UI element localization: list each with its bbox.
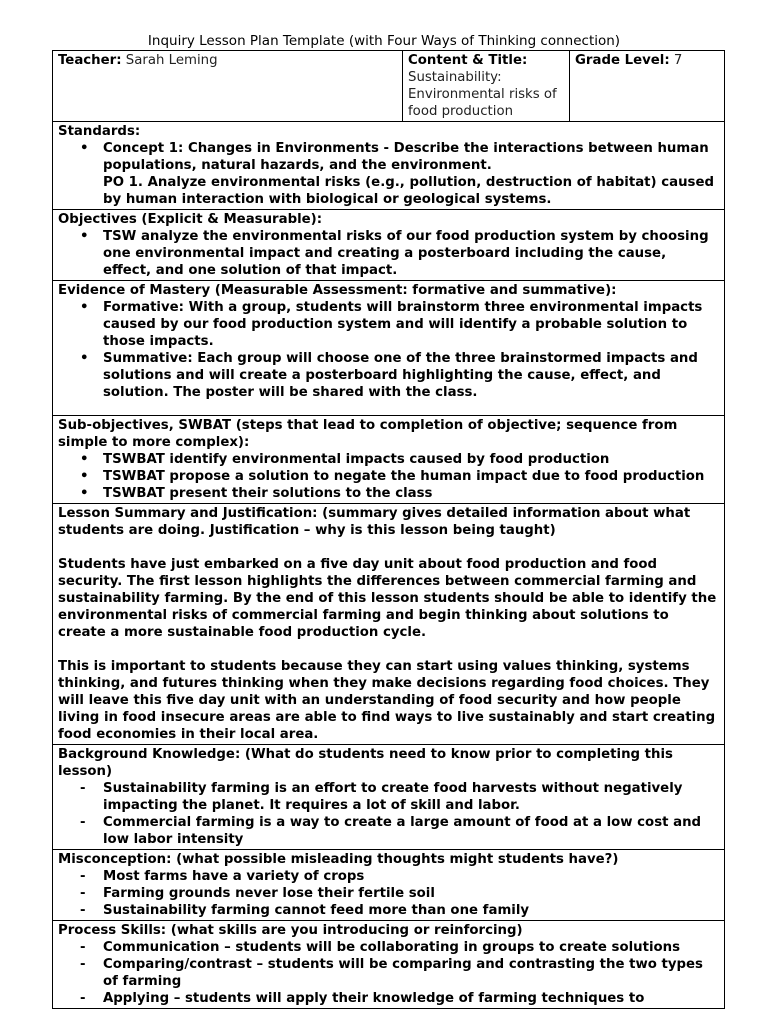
- list-item: - Sustainability farming cannot feed more than one family: [103, 902, 718, 919]
- list-item: - Comparing/contrast – students will be comparing and contrasting the two types of farming: [103, 956, 718, 990]
- misconception-cell: [53, 850, 725, 921]
- summary-heading: Lesson Summary and Justification: (summary gives detailed information about what students are doing. Justification – why is this lesson being taught): [58, 506, 691, 538]
- header-row: [53, 51, 725, 122]
- objectives-cell: [53, 210, 725, 281]
- evidence-heading: Evidence of Mastery (Measurable Assessment: formative and summative):: [58, 283, 617, 298]
- content-title-label: Content & Title:: [408, 53, 528, 68]
- process-row: [53, 921, 725, 1009]
- content-title-value: Sustainability: Environmental risks of food production: [408, 70, 557, 119]
- list-item: - Sustainability farming is an effort to create food harvests without negatively impacting the planet. It requires a lot of skill and labor.: [103, 780, 718, 814]
- standards-concept: • Concept 1: Changes in Environments - Describe the interactions between human populations, natural hazards, and the environment.: [103, 140, 718, 174]
- teacher-name: Sarah Leming: [125, 53, 218, 68]
- standards-heading: Standards:: [58, 124, 141, 139]
- background-row: [53, 745, 725, 850]
- objectives-row: [53, 210, 725, 281]
- grade-level-label: Grade Level:: [575, 53, 670, 68]
- subobjectives-row: [53, 416, 725, 504]
- list-item: - Farming grounds never lose their fertile soil: [103, 885, 718, 902]
- list-item: • Formative: With a group, students will brainstorm three environmental impacts caused by our food production system and will identify a probable solution to those impacts.: [103, 299, 718, 350]
- misconception-row: [53, 850, 725, 921]
- list-item: - Most farms have a variety of crops: [103, 868, 718, 885]
- standards-po: PO 1. Analyze environmental risks (e.g., pollution, destruction of habitat) caused by human interaction with biological or geological systems.: [103, 175, 715, 207]
- summary-row: [53, 504, 725, 745]
- objectives-list: [58, 228, 718, 279]
- process-cell: [53, 921, 725, 1009]
- list-item: • TSWBAT identify environmental impacts caused by food production: [103, 451, 718, 468]
- process-list: [58, 939, 718, 1007]
- list-item: - Communication – students will be collaborating in groups to create solutions: [103, 939, 718, 956]
- summary-cell: [53, 504, 725, 745]
- teacher-label: Teacher:: [58, 53, 122, 68]
- list-item: • TSW analyze the environmental risks of our food production system by choosing one environmental impact and creating a posterboard including the cause, effect, and one solution of that impact.: [103, 228, 718, 279]
- subobjectives-list: [58, 451, 718, 502]
- misconception-heading: Misconception: (what possible misleading thoughts might students have?): [58, 852, 619, 867]
- background-heading: Background Knowledge: (What do students need to know prior to completing this lesson): [58, 747, 673, 779]
- subobjectives-cell: [53, 416, 725, 504]
- grade-level-cell: [570, 51, 725, 122]
- standards-row: [53, 122, 725, 210]
- list-item: - Commercial farming is a way to create a large amount of food at a low cost and low labor intensity: [103, 814, 718, 848]
- evidence-cell: [53, 281, 725, 416]
- list-item: • Summative: Each group will choose one of the three brainstormed impacts and solutions and will create a posterboard highlighting the cause, effect, and solution. The poster will be shared with the class.: [103, 350, 718, 401]
- summary-paragraph-2: This is important to students because they can start using values thinking, systems thinking, and futures thinking when they make decisions regarding food choices. They will leave this five day unit with an understanding of food security and how people living in food insecure areas are able to find ways to live sustainably and start creating food economies in their local area.: [58, 659, 716, 742]
- standards-cell: [53, 122, 725, 210]
- summary-paragraph-1: Students have just embarked on a five day unit about food production and food security. The first lesson highlights the differences between commercial farming and sustainability farming. By the end of this lesson students should be able to identify the environmental risks of commercial farming and begin thinking about solutions to create a more sustainable food production cycle.: [58, 557, 717, 640]
- process-heading: Process Skills: (what skills are you introducing or reinforcing): [58, 923, 523, 938]
- evidence-list: [58, 299, 718, 401]
- evidence-row: [53, 281, 725, 416]
- lesson-plan-table: [52, 50, 725, 1009]
- misconception-list: [58, 868, 718, 919]
- standards-list: [58, 140, 718, 174]
- grade-level-value: 7: [673, 53, 683, 68]
- subobjectives-heading: Sub-objectives, SWBAT (steps that lead to completion of objective; sequence from simple to more complex):: [58, 418, 678, 450]
- list-item: • TSWBAT propose a solution to negate the human impact due to food production: [103, 468, 718, 485]
- list-item: - Applying – students will apply their knowledge of farming techniques to: [103, 990, 718, 1007]
- background-cell: [53, 745, 725, 850]
- document-title: Inquiry Lesson Plan Template (with Four Ways of Thinking connection): [147, 33, 621, 49]
- objectives-heading: Objectives (Explicit & Measurable):: [58, 212, 323, 227]
- list-item: • TSWBAT present their solutions to the class: [103, 485, 718, 502]
- background-list: [58, 780, 718, 848]
- teacher-cell: [53, 51, 403, 122]
- content-title-cell: [403, 51, 570, 122]
